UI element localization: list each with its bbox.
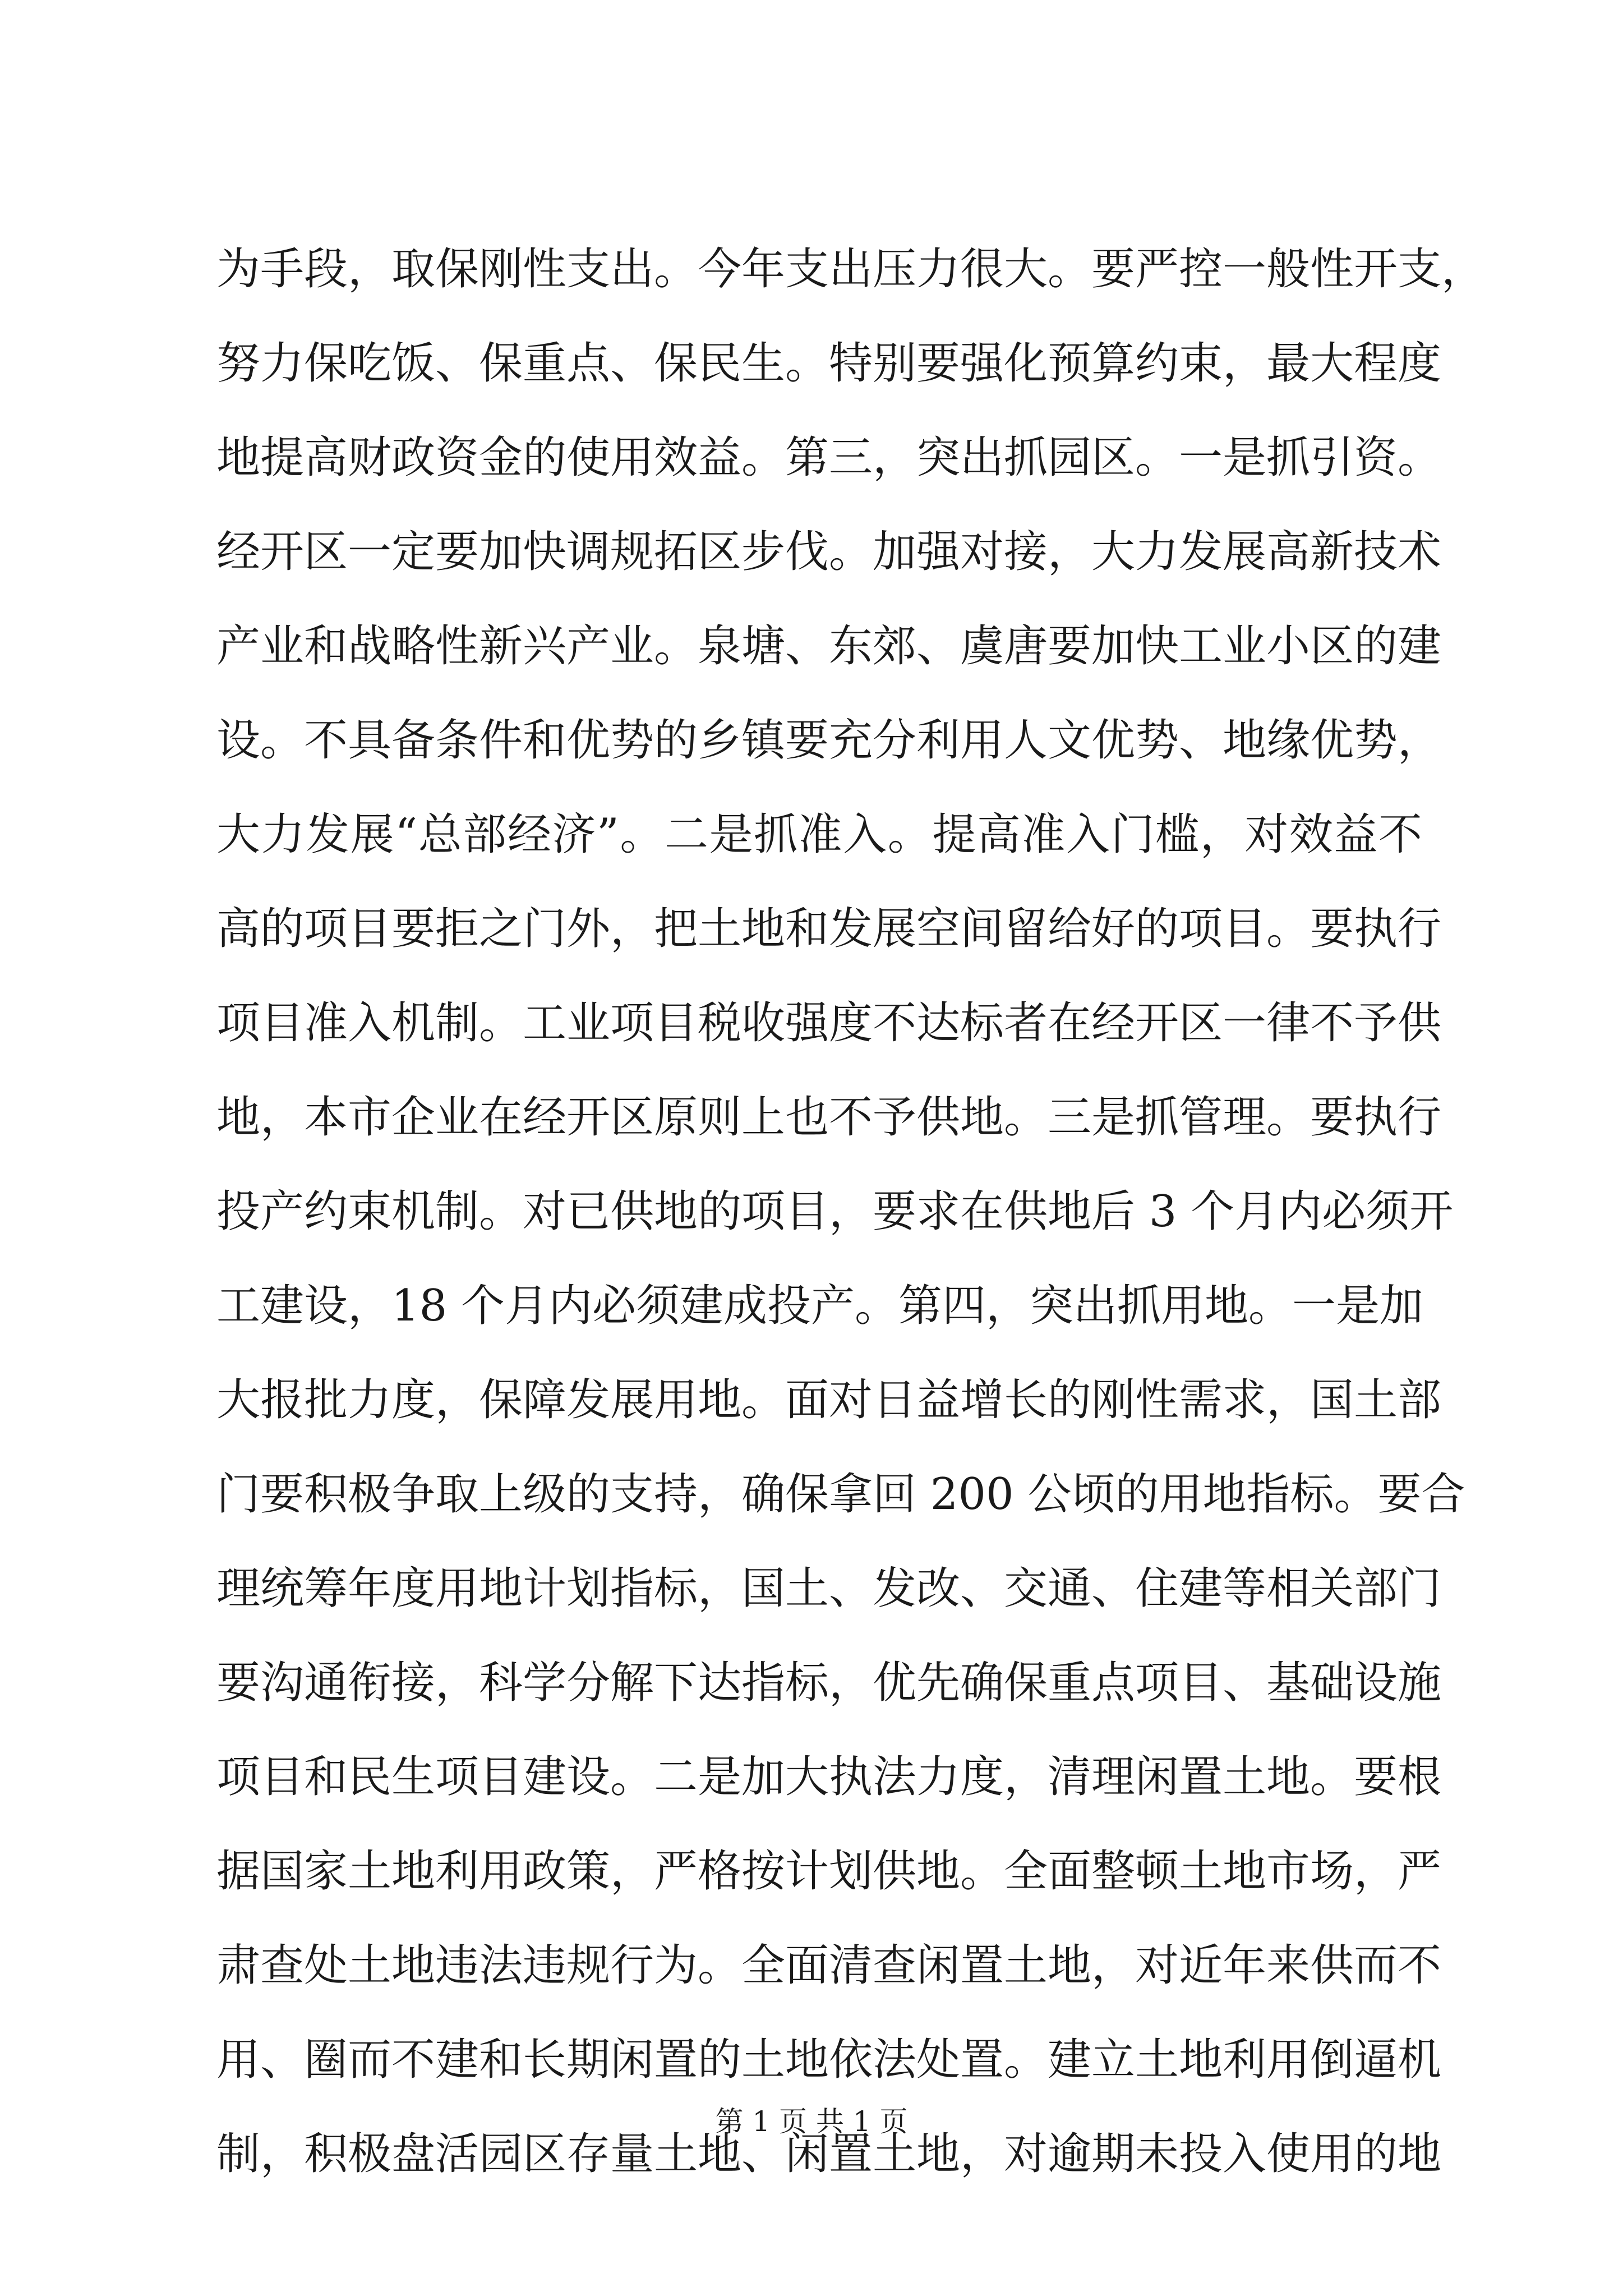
text-line: 理统筹年度用地计划指标，国土、发改、交通、住建等相关部门 — [216, 1563, 1442, 1614]
text-line: 制，积极盘活园区存量土地、闲置土地，对逾期未投入使用的地 — [216, 2129, 1442, 2179]
body-text — [216, 222, 1486, 2201]
text-line: 经开区一定要加快调规拓区步伐。加强对接，大力发展高新技术 — [216, 527, 1442, 577]
text-line: 地，本市企业在经开区原则上也不予供地。三是抓管理。要执行 — [216, 1092, 1442, 1143]
text-line: 大报批力度，保障发展用地。面对日益增长的刚性需求，国土部 — [216, 1375, 1442, 1425]
text-line: 努力保吃饭、保重点、保民生。特别要强化预算约束，最大程度 — [216, 338, 1442, 389]
text-line: 地提高财政资金的使用效益。第三，突出抓园区。一是抓引资。 — [216, 432, 1442, 483]
text-line: 据国家土地利用政策，严格按计划供地。全面整顿土地市场，严 — [216, 1846, 1442, 1897]
text-line: 门要积极争取上级的支持，确保拿回 200 公顷的用地指标。要合 — [216, 1469, 1465, 1520]
text-line: 要沟通衔接，科学分解下达指标，优先确保重点项目、基础设施 — [216, 1658, 1442, 1708]
text-line: 设。不具备条件和优势的乡镇要充分利用人文优势、地缘优势， — [216, 715, 1442, 766]
text-line: 投产约束机制。对已供地的项目，要求在供地后 3 个月内必须开 — [216, 1186, 1454, 1237]
text-line: 用、圈而不建和长期闲置的土地依法处置。建立土地利用倒逼机 — [216, 2035, 1442, 2085]
text-line: 为手段，取保刚性支出。今年支出压力很大。要严控一般性开支， — [216, 244, 1486, 295]
text-line: 项目准入机制。工业项目税收强度不达标者在经开区一律不予供 — [216, 998, 1442, 1048]
text-line: 项目和民生项目建设。二是加大执法力度，清理闲置土地。要根 — [216, 1752, 1442, 1802]
text-line: 大力发展“总部经济”。二是抓准入。提高准入门槛，对效益不 — [216, 809, 1422, 860]
text-line: 产业和战略性新兴产业。泉塘、东郊、虞唐要加快工业小区的建 — [216, 621, 1442, 671]
text-line: 工建设，18 个月内必须建成投产。第四，突出抓用地。一是加 — [216, 1281, 1424, 1331]
text-line: 肃查处土地违法违规行为。全面清查闲置土地，对近年来供而不 — [216, 1940, 1442, 1991]
page-footer: 第 1 页 共 1 页 — [715, 2105, 908, 2138]
text-line: 高的项目要拒之门外，把土地和发展空间留给好的项目。要执行 — [216, 904, 1442, 954]
